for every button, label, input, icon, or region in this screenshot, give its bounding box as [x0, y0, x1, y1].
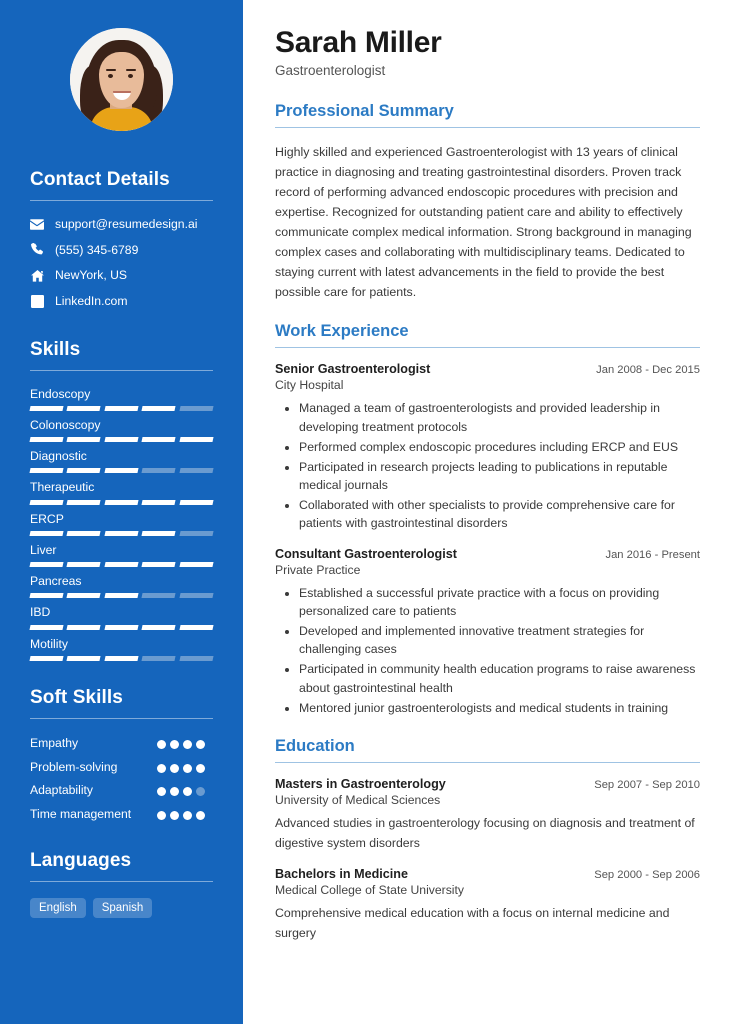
contact-value: NewYork, US [55, 268, 128, 283]
soft-skills-heading: Soft Skills [30, 686, 123, 708]
work-entry [275, 362, 700, 532]
skill-label: IBD [30, 605, 51, 620]
work-experience-section [275, 322, 700, 717]
skill-level-bar [30, 625, 213, 630]
education-entry-institution: Medical College of State University [275, 883, 464, 898]
contact-row[interactable] [30, 294, 213, 309]
rating-dot [170, 787, 179, 796]
skill-level-bar [30, 531, 213, 536]
main-content [243, 0, 730, 1024]
skill-label: Therapeutic [30, 480, 95, 495]
rating-dot [170, 740, 179, 749]
soft-skill-label: Time management [30, 806, 132, 821]
avatar-container [30, 28, 213, 131]
skill-segment [142, 656, 176, 661]
list-item: • Participated in research projects leading to publications in reputable medical journals [299, 458, 700, 494]
skill-label: ERCP [30, 511, 64, 526]
skill-item [30, 449, 213, 473]
skill-label: Endoscopy [30, 386, 91, 401]
skill-segment [67, 437, 101, 442]
skill-level-bar [30, 437, 213, 442]
skill-level-bar [30, 593, 213, 598]
skill-level-bar [30, 656, 213, 661]
skill-segment [179, 531, 213, 536]
work-entry [275, 547, 700, 717]
skill-segment [29, 468, 63, 473]
skill-level-bar [30, 406, 213, 411]
skill-segment [104, 468, 138, 473]
soft-skill-rating [157, 759, 213, 773]
education-section [275, 737, 700, 944]
skill-segment [104, 593, 138, 598]
work-divider [275, 347, 700, 348]
skill-item [30, 574, 213, 598]
skill-segment [179, 593, 213, 598]
skill-label: Colonoscopy [30, 417, 101, 432]
education-entry-description: Advanced studies in gastroenterology focusing on diagnosis and treatment of digestive system disorders [275, 815, 695, 850]
education-divider [275, 762, 700, 763]
rating-dot [170, 764, 179, 773]
skill-segment [142, 531, 176, 536]
education-entry-header [275, 777, 700, 791]
soft-skill-label: Empathy [30, 735, 79, 750]
list-item: • Collaborated with other specialists to provide comprehensive care for patients with gastrointestinal disorders [299, 496, 700, 532]
contact-list [30, 217, 213, 309]
list-item: • Developed and implemented innovative treatment strategies for challenging cases [299, 622, 700, 658]
skill-segment [179, 406, 213, 411]
work-entry-header [275, 362, 700, 376]
skill-segment [29, 406, 63, 411]
professional-summary-section [275, 102, 700, 303]
skill-item [30, 543, 213, 567]
soft-skill-row [30, 782, 213, 800]
rating-dot [183, 740, 192, 749]
languages-divider [30, 881, 213, 882]
languages-heading: Languages [30, 849, 132, 871]
skill-label: Motility [30, 636, 68, 651]
rating-dot [196, 764, 205, 773]
envelope-icon [30, 219, 44, 230]
rating-dot [183, 764, 192, 773]
list-item: • Mentored junior gastroenterologists and medical students in training [299, 699, 700, 717]
list-item: • Participated in community health education programs to raise awareness about gastrointestinal health [299, 660, 700, 696]
education-entry-header [275, 867, 700, 881]
skill-segment [67, 625, 101, 630]
skill-segment [67, 468, 101, 473]
work-entry-title: Consultant Gastroenterologist [275, 546, 457, 561]
soft-skill-label: Problem-solving [30, 759, 118, 774]
skill-item [30, 480, 213, 504]
language-tag-list [30, 898, 213, 918]
home-icon [30, 270, 44, 282]
skill-segment [142, 437, 176, 442]
skill-segment [179, 656, 213, 661]
skill-label: Pancreas [30, 574, 82, 589]
skill-level-bar [30, 468, 213, 473]
soft-skill-label: Adaptability [30, 783, 94, 798]
rating-dot [183, 787, 192, 796]
skill-label: Liver [30, 542, 57, 557]
skill-segment [179, 500, 213, 505]
skill-segment [179, 437, 213, 442]
work-entry-organization: City Hospital [275, 378, 344, 393]
education-entry-title: Bachelors in Medicine [275, 867, 408, 882]
skill-segment [67, 531, 101, 536]
work-entry-bullets [275, 399, 700, 532]
list-item: • Performed complex endoscopic procedures including ERCP and EUS [299, 438, 700, 456]
phone-icon [30, 243, 44, 256]
education-entry [275, 867, 700, 943]
education-entry-list [275, 777, 700, 944]
sidebar [0, 0, 243, 1024]
skill-segment [179, 562, 213, 567]
work-entry-bullets [275, 584, 700, 717]
skill-segment [142, 562, 176, 567]
skill-segment [104, 656, 138, 661]
contact-section [30, 169, 213, 309]
soft-skill-row [30, 806, 213, 824]
soft-skills-section [30, 687, 213, 824]
skill-item [30, 637, 213, 661]
skill-item [30, 387, 213, 411]
skill-label: Diagnostic [30, 449, 87, 464]
skill-segment [142, 468, 176, 473]
soft-skill-row [30, 759, 213, 777]
rating-dot [183, 811, 192, 820]
list-item: • Established a successful private practice with a focus on providing personalized care to patients [299, 584, 700, 620]
contact-heading: Contact Details [30, 169, 170, 190]
skill-segment [142, 500, 176, 505]
skill-segment [67, 562, 101, 567]
summary-heading: Professional Summary [275, 101, 454, 120]
skill-segment [104, 625, 138, 630]
rating-dot [157, 787, 166, 796]
work-heading: Work Experience [275, 322, 409, 341]
language-tag[interactable]: English [30, 898, 86, 918]
contact-value: LinkedIn.com [55, 293, 128, 308]
soft-skill-rating [157, 782, 213, 796]
education-entry-date: Sep 2007 - Sep 2010 [594, 778, 700, 791]
education-entry [275, 777, 700, 853]
skills-list [30, 387, 213, 661]
skill-segment [142, 406, 176, 411]
work-entry-organization: Private Practice [275, 562, 361, 577]
education-entry-institution: University of Medical Sciences [275, 792, 441, 807]
summary-text: Highly skilled and experienced Gastroenterologist with 13 years of clinical practice in diagnosing and treating gastrointestinal disorders. Proven track record of performing advanced endoscopic procedures with precision and expertise. Recognized for outstanding patient care and ability to effectively communicate complex medical information. Strong background in managing complex cases and collaborating with multidisciplinary teams. Dedicated to staying current with latest advancements in the field to provide the best possible care for patients. [275, 144, 692, 300]
skill-segment [29, 656, 63, 661]
contact-value: (555) 345-6789 [55, 242, 139, 257]
skill-segment [29, 562, 63, 567]
work-entry-title: Senior Gastroenterologist [275, 362, 431, 377]
soft-skill-rating [157, 806, 213, 820]
skills-section [30, 339, 213, 661]
page-title: Sarah Miller [275, 26, 442, 59]
skill-segment [67, 500, 101, 505]
skill-segment [29, 593, 63, 598]
education-entry-title: Masters in Gastroenterology [275, 776, 446, 791]
soft-skills-list [30, 735, 213, 824]
rating-dot [157, 740, 166, 749]
contact-row[interactable] [30, 243, 213, 258]
job-title: Gastroenterologist [275, 62, 386, 78]
contact-row[interactable] [30, 268, 213, 283]
linkedin-icon [30, 295, 44, 308]
skill-segment [142, 625, 176, 630]
skill-segment [104, 531, 138, 536]
rating-dot [196, 811, 205, 820]
soft-skill-row [30, 735, 213, 753]
skill-item [30, 418, 213, 442]
work-entry-date: Jan 2008 - Dec 2015 [596, 364, 700, 377]
list-item: • Managed a team of gastroenterologists and provided leadership in developing treatment protocols [299, 399, 700, 435]
soft-skills-divider [30, 718, 213, 719]
skill-item [30, 512, 213, 536]
skills-divider [30, 370, 213, 371]
work-entry-date: Jan 2016 - Present [605, 548, 700, 561]
work-entry-list [275, 362, 700, 717]
rating-dot [196, 787, 205, 796]
skill-segment [104, 406, 138, 411]
soft-skill-rating [157, 735, 213, 749]
skill-item [30, 605, 213, 629]
skill-level-bar [30, 562, 213, 567]
skills-heading: Skills [30, 338, 81, 360]
work-entry-header [275, 547, 700, 561]
skill-segment [67, 593, 101, 598]
language-tag[interactable]: Spanish [93, 898, 153, 918]
skill-segment [104, 562, 138, 567]
skill-segment [29, 437, 63, 442]
rating-dot [157, 764, 166, 773]
contact-value: support@resumedesign.ai [55, 217, 198, 231]
summary-divider [275, 127, 700, 128]
skill-segment [104, 500, 138, 505]
rating-dot [170, 811, 179, 820]
skill-segment [104, 437, 138, 442]
skill-segment [179, 468, 213, 473]
skill-segment [29, 500, 63, 505]
skill-segment [142, 593, 176, 598]
skill-segment [67, 656, 101, 661]
contact-divider [30, 200, 213, 201]
skill-segment [29, 531, 63, 536]
education-heading: Education [275, 736, 355, 755]
avatar [70, 28, 173, 131]
skill-segment [67, 406, 101, 411]
skill-segment [29, 625, 63, 630]
skill-segment [179, 625, 213, 630]
rating-dot [157, 811, 166, 820]
education-entry-date: Sep 2000 - Sep 2006 [594, 869, 700, 882]
education-entry-description: Comprehensive medical education with a focus on internal medicine and surgery [275, 906, 670, 940]
skill-level-bar [30, 500, 213, 505]
rating-dot [196, 740, 205, 749]
contact-row[interactable] [30, 217, 213, 232]
languages-section [30, 850, 213, 918]
